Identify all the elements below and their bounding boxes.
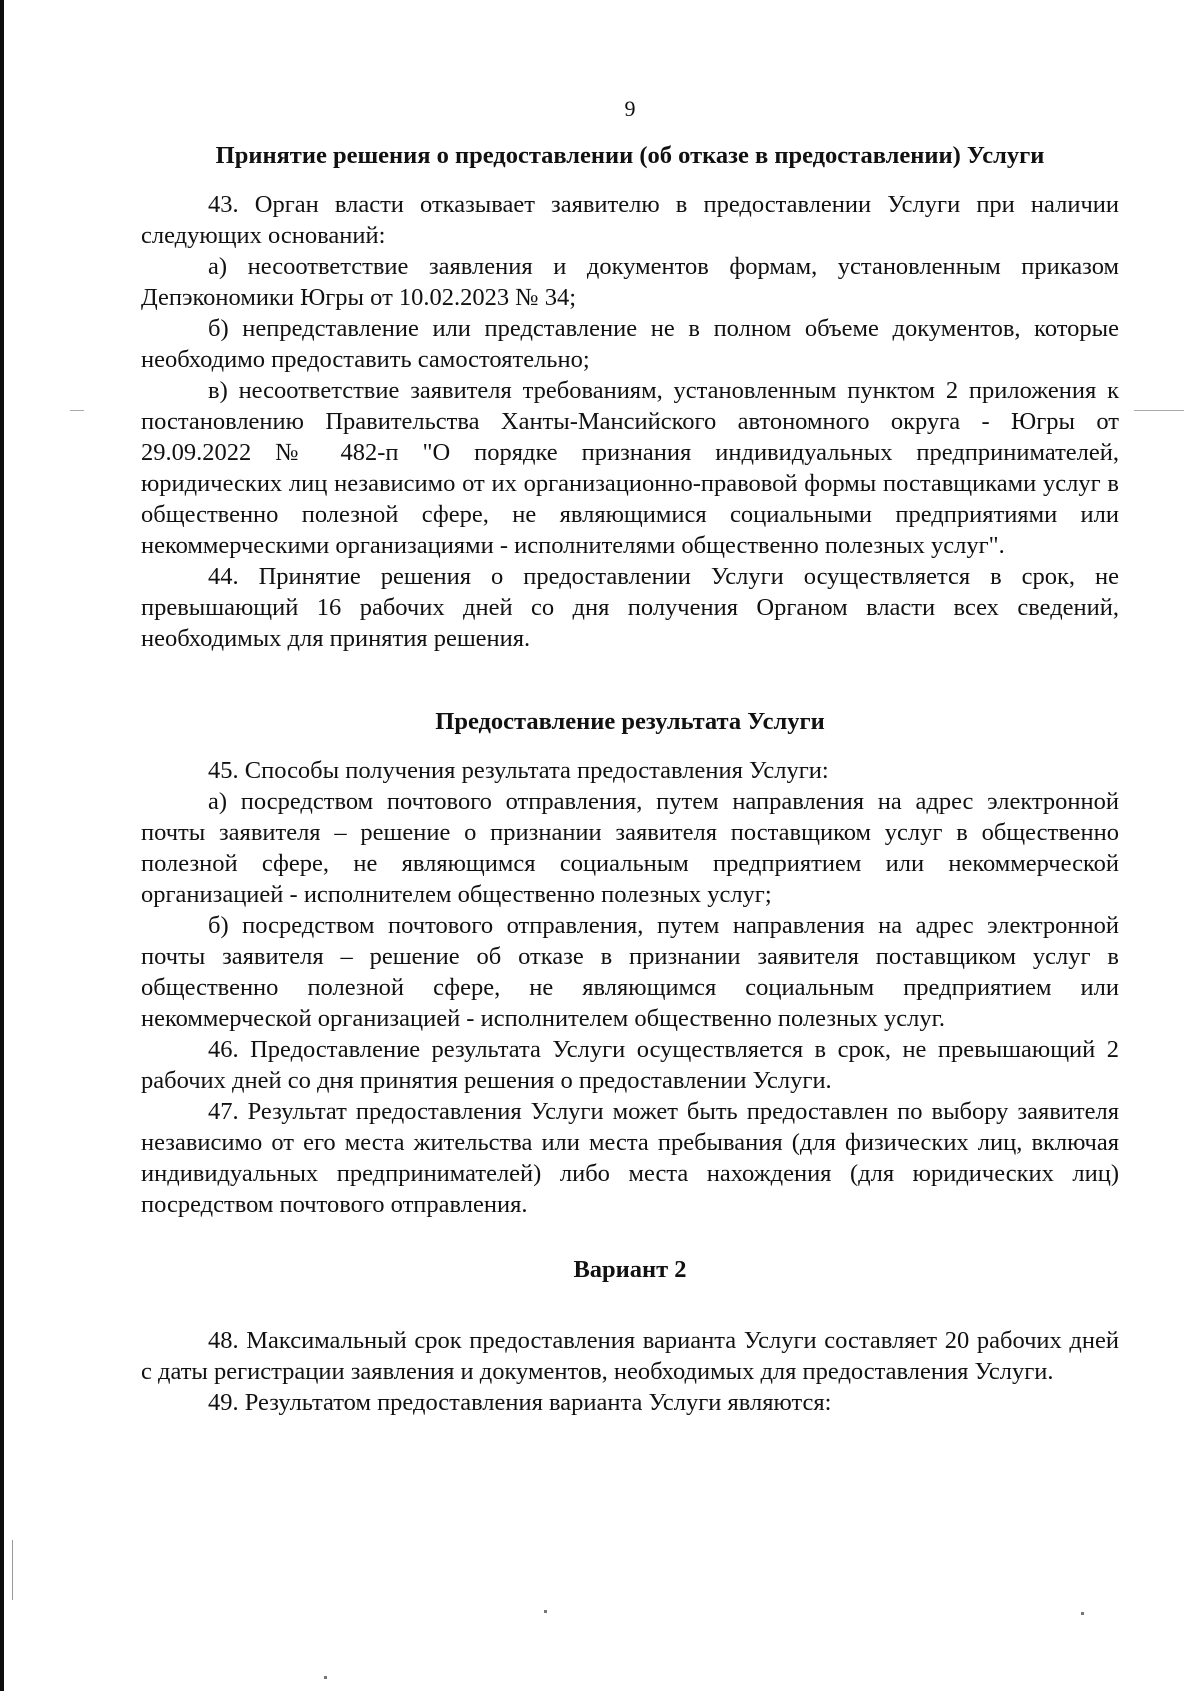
section-result: [141, 706, 1119, 1220]
paragraph: б) непредставление или представление не в полном объеме документов, которые необходимо предоставить самостоятельно;: [141, 315, 1119, 373]
scan-dot: [1081, 1612, 1084, 1615]
paragraph: а) посредством почтового отправления, путем направления на адрес электронной почты заявителя – решение о признании заявителя поставщиком услуг в общественно полезной сфере, не являющимся социальным предприятием или некоммерческой организацией - исполнителем общественно полезных услуг;: [141, 788, 1119, 908]
paragraph: 45. Способы получения результата предоставления Услуги:: [208, 757, 829, 784]
scan-line: [1134, 410, 1184, 411]
document-body: [141, 140, 1119, 1418]
section-heading: Вариант 2: [573, 1256, 687, 1283]
page-number: 9: [624, 96, 636, 121]
paragraph: в) несоответствие заявителя требованиям, установленным пунктом 2 приложения к постановлению Правительства Ханты-Мансийского автономного округа - Югры от 29.09.2022 № 482-п "О порядке признания индивидуальных предпринимателей, юридических лиц независимо от их организационно-правовой формы поставщиками услуг в общественно полезной сфере, не являющимися социальными предприятиями или некоммерческими организациями - исполнителями общественно полезных услуг".: [141, 377, 1119, 559]
paragraph: 47. Результат предоставления Услуги может быть предоставлен по выбору заявителя независимо от его места жительства или места пребывания (для физических лиц, включая индивидуальных предпринимателей) либо места нахождения (для юридических лиц) посредством почтового отправления.: [141, 1098, 1119, 1218]
paragraph: б) посредством почтового отправления, путем направления на адрес электронной почты заявителя – решение об отказе в признании заявителя поставщиком услуг в общественно полезной сфере, не являющимся социальным предприятием или некоммерческой организацией - исполнителем общественно полезных услуг.: [141, 912, 1119, 1032]
paragraph: 48. Максимальный срок предоставления варианта Услуги составляет 20 рабочих дней с даты регистрации заявления и документов, необходимых для предоставления Услуги.: [141, 1327, 1119, 1385]
paragraph: 44. Принятие решения о предоставлении Услуги осуществляется в срок, не превышающий 16 рабочих дней со дня получения Органом власти всех сведений, необходимых для принятия решения.: [141, 563, 1119, 652]
paragraph: 49. Результатом предоставления варианта Услуги являются:: [208, 1389, 832, 1416]
section-decision: [141, 140, 1119, 654]
scan-line: [12, 1540, 13, 1600]
scan-dot: [544, 1610, 547, 1613]
section-heading: Предоставление результата Услуги: [435, 708, 825, 735]
paragraph: 46. Предоставление результата Услуги осуществляется в срок, не превышающий 2 рабочих дней со дня принятия решения о предоставлении Услуги.: [141, 1036, 1119, 1094]
scan-dot: [324, 1676, 327, 1679]
scan-line: [70, 410, 84, 411]
paragraph: а) несоответствие заявления и документов формам, установленным приказом Депэкономики Югры от 10.02.2023 № 34;: [141, 253, 1119, 311]
section-variant-2: [141, 1254, 1119, 1418]
paragraph: 43. Орган власти отказывает заявителю в предоставлении Услуги при наличии следующих оснований:: [141, 191, 1119, 249]
section-heading: Принятие решения о предоставлении (об отказе в предоставлении) Услуги: [215, 142, 1045, 169]
